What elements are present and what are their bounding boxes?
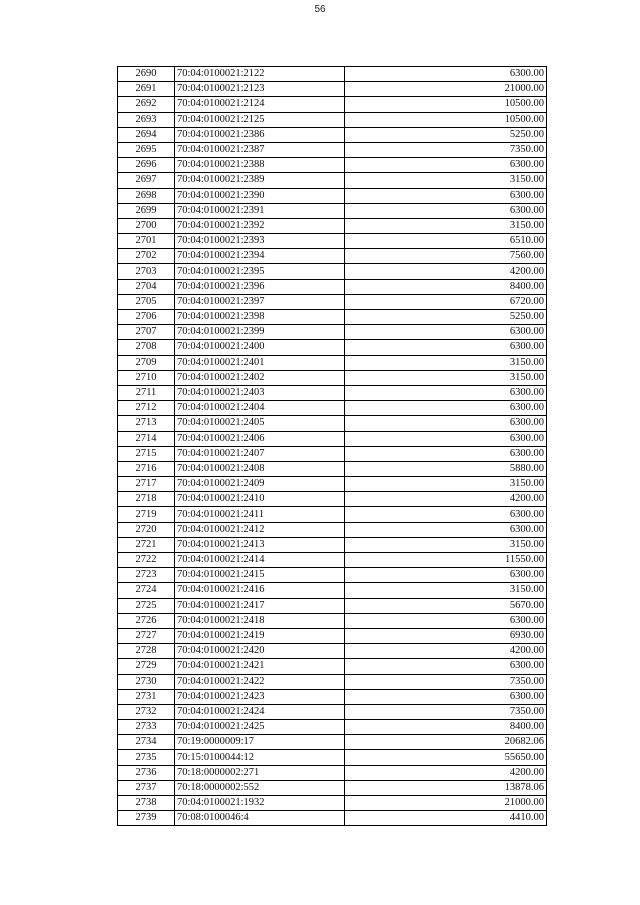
cadastral-number-cell: 70:15:0100044:12 <box>175 750 345 765</box>
table-row <box>118 750 547 765</box>
row-number-cell: 2730 <box>118 674 175 689</box>
cadastral-number-cell: 70:04:0100021:2413 <box>175 537 345 552</box>
cadastral-number-cell: 70:04:0100021:2388 <box>175 158 345 173</box>
value-cell: 6300.00 <box>345 689 547 704</box>
value-cell: 6300.00 <box>345 416 547 431</box>
row-number-cell: 2690 <box>118 67 175 82</box>
table-row <box>118 173 547 188</box>
row-number-cell: 2738 <box>118 796 175 811</box>
row-number-cell: 2728 <box>118 644 175 659</box>
table-row <box>118 765 547 780</box>
table-row <box>118 674 547 689</box>
row-number-cell: 2703 <box>118 264 175 279</box>
table-row <box>118 522 547 537</box>
cadastral-number-cell: 70:04:0100021:2406 <box>175 431 345 446</box>
cadastral-number-cell: 70:04:0100021:2422 <box>175 674 345 689</box>
value-cell: 4200.00 <box>345 264 547 279</box>
cadastral-number-cell: 70:04:0100021:2423 <box>175 689 345 704</box>
row-number-cell: 2711 <box>118 385 175 400</box>
cadastral-number-cell: 70:19:0000009:17 <box>175 735 345 750</box>
row-number-cell: 2713 <box>118 416 175 431</box>
value-cell: 6300.00 <box>345 325 547 340</box>
value-cell: 55650.00 <box>345 750 547 765</box>
row-number-cell: 2698 <box>118 188 175 203</box>
row-number-cell: 2705 <box>118 294 175 309</box>
row-number-cell: 2725 <box>118 598 175 613</box>
row-number-cell: 2720 <box>118 522 175 537</box>
value-cell: 6300.00 <box>345 158 547 173</box>
cadastral-number-cell: 70:04:0100021:2408 <box>175 461 345 476</box>
cadastral-number-cell: 70:04:0100021:2392 <box>175 218 345 233</box>
cadastral-number-cell: 70:04:0100021:2416 <box>175 583 345 598</box>
value-cell: 6300.00 <box>345 446 547 461</box>
value-cell: 6300.00 <box>345 507 547 522</box>
row-number-cell: 2710 <box>118 370 175 385</box>
table-row <box>118 142 547 157</box>
value-cell: 3150.00 <box>345 537 547 552</box>
cadastral-number-cell: 70:18:0000002:271 <box>175 765 345 780</box>
cadastral-number-cell: 70:04:0100021:2394 <box>175 249 345 264</box>
cadastral-number-cell: 70:04:0100021:2399 <box>175 325 345 340</box>
cadastral-number-cell: 70:04:0100021:2124 <box>175 97 345 112</box>
table-row <box>118 249 547 264</box>
cadastral-number-cell: 70:04:0100021:2403 <box>175 385 345 400</box>
table-row <box>118 796 547 811</box>
value-cell: 3150.00 <box>345 583 547 598</box>
value-cell: 5250.00 <box>345 127 547 142</box>
cadastral-number-cell: 70:04:0100021:2390 <box>175 188 345 203</box>
cadastral-number-cell: 70:04:0100021:2396 <box>175 279 345 294</box>
cadastral-number-cell: 70:04:0100021:2407 <box>175 446 345 461</box>
row-number-cell: 2716 <box>118 461 175 476</box>
table-row <box>118 735 547 750</box>
cadastral-number-cell: 70:04:0100021:2401 <box>175 355 345 370</box>
cadastral-number-cell: 70:04:0100021:2402 <box>175 370 345 385</box>
row-number-cell: 2709 <box>118 355 175 370</box>
row-number-cell: 2706 <box>118 310 175 325</box>
row-number-cell: 2707 <box>118 325 175 340</box>
value-cell: 4200.00 <box>345 644 547 659</box>
table-row <box>118 340 547 355</box>
cadastral-number-cell: 70:04:0100021:2395 <box>175 264 345 279</box>
cadastral-number-cell: 70:18:0000002:552 <box>175 780 345 795</box>
value-cell: 6300.00 <box>345 385 547 400</box>
value-cell: 5880.00 <box>345 461 547 476</box>
value-cell: 10500.00 <box>345 112 547 127</box>
row-number-cell: 2693 <box>118 112 175 127</box>
table-row <box>118 355 547 370</box>
cadastral-number-cell: 70:04:0100021:2425 <box>175 720 345 735</box>
cadastral-number-cell: 70:04:0100021:2424 <box>175 704 345 719</box>
table-row <box>118 370 547 385</box>
value-cell: 6300.00 <box>345 67 547 82</box>
table-row <box>118 218 547 233</box>
value-cell: 7350.00 <box>345 674 547 689</box>
table-row <box>118 234 547 249</box>
row-number-cell: 2724 <box>118 583 175 598</box>
table-row <box>118 385 547 400</box>
row-number-cell: 2715 <box>118 446 175 461</box>
row-number-cell: 2694 <box>118 127 175 142</box>
cadastral-number-cell: 70:04:0100021:2398 <box>175 310 345 325</box>
cadastral-number-cell: 70:04:0100021:2387 <box>175 142 345 157</box>
value-cell: 3150.00 <box>345 370 547 385</box>
cadastral-number-cell: 70:04:0100021:2405 <box>175 416 345 431</box>
row-number-cell: 2692 <box>118 97 175 112</box>
cadastral-number-cell: 70:04:0100021:2391 <box>175 203 345 218</box>
row-number-cell: 2699 <box>118 203 175 218</box>
row-number-cell: 2717 <box>118 477 175 492</box>
row-number-cell: 2701 <box>118 234 175 249</box>
value-cell: 7350.00 <box>345 704 547 719</box>
value-cell: 6930.00 <box>345 628 547 643</box>
cadastral-number-cell: 70:04:0100021:2404 <box>175 401 345 416</box>
value-cell: 5670.00 <box>345 598 547 613</box>
table-row <box>118 431 547 446</box>
cadastral-number-cell: 70:04:0100021:2123 <box>175 82 345 97</box>
row-number-cell: 2702 <box>118 249 175 264</box>
row-number-cell: 2712 <box>118 401 175 416</box>
parcel-value-table <box>117 66 547 826</box>
cadastral-number-cell: 70:08:0100046:4 <box>175 811 345 826</box>
cadastral-number-cell: 70:04:0100021:2414 <box>175 553 345 568</box>
value-cell: 6300.00 <box>345 659 547 674</box>
cadastral-number-cell: 70:04:0100021:2412 <box>175 522 345 537</box>
table-row <box>118 583 547 598</box>
table-row <box>118 477 547 492</box>
value-cell: 13878.06 <box>345 780 547 795</box>
table-row <box>118 644 547 659</box>
row-number-cell: 2732 <box>118 704 175 719</box>
cadastral-number-cell: 70:04:0100021:2386 <box>175 127 345 142</box>
row-number-cell: 2736 <box>118 765 175 780</box>
value-cell: 5250.00 <box>345 310 547 325</box>
value-cell: 3150.00 <box>345 173 547 188</box>
value-cell: 8400.00 <box>345 720 547 735</box>
row-number-cell: 2719 <box>118 507 175 522</box>
cadastral-number-cell: 70:04:0100021:2411 <box>175 507 345 522</box>
row-number-cell: 2731 <box>118 689 175 704</box>
cadastral-number-cell: 70:04:0100021:2409 <box>175 477 345 492</box>
value-cell: 7560.00 <box>345 249 547 264</box>
value-cell: 6300.00 <box>345 613 547 628</box>
value-cell: 10500.00 <box>345 97 547 112</box>
value-cell: 6300.00 <box>345 401 547 416</box>
table-row <box>118 158 547 173</box>
table-row <box>118 416 547 431</box>
value-cell: 21000.00 <box>345 796 547 811</box>
table-row <box>118 659 547 674</box>
row-number-cell: 2708 <box>118 340 175 355</box>
value-cell: 6510.00 <box>345 234 547 249</box>
table-row <box>118 461 547 476</box>
cadastral-number-cell: 70:04:0100021:2418 <box>175 613 345 628</box>
row-number-cell: 2727 <box>118 628 175 643</box>
cadastral-number-cell: 70:04:0100021:2420 <box>175 644 345 659</box>
cadastral-number-cell: 70:04:0100021:2419 <box>175 628 345 643</box>
table-row <box>118 188 547 203</box>
cadastral-number-cell: 70:04:0100021:2125 <box>175 112 345 127</box>
table-row <box>118 279 547 294</box>
cadastral-number-cell: 70:04:0100021:2393 <box>175 234 345 249</box>
row-number-cell: 2718 <box>118 492 175 507</box>
row-number-cell: 2722 <box>118 553 175 568</box>
row-number-cell: 2739 <box>118 811 175 826</box>
value-cell: 7350.00 <box>345 142 547 157</box>
cadastral-number-cell: 70:04:0100021:2415 <box>175 568 345 583</box>
value-cell: 6300.00 <box>345 568 547 583</box>
table-row <box>118 310 547 325</box>
table-row <box>118 568 547 583</box>
row-number-cell: 2696 <box>118 158 175 173</box>
value-cell: 11550.00 <box>345 553 547 568</box>
value-cell: 6300.00 <box>345 340 547 355</box>
table-row <box>118 325 547 340</box>
value-cell: 6300.00 <box>345 431 547 446</box>
value-cell: 4410.00 <box>345 811 547 826</box>
cadastral-number-cell: 70:04:0100021:2421 <box>175 659 345 674</box>
value-cell: 6300.00 <box>345 188 547 203</box>
cadastral-number-cell: 70:04:0100021:2400 <box>175 340 345 355</box>
table-row <box>118 82 547 97</box>
table-row <box>118 127 547 142</box>
table-row <box>118 112 547 127</box>
value-cell: 3150.00 <box>345 355 547 370</box>
table-row <box>118 446 547 461</box>
value-cell: 3150.00 <box>345 477 547 492</box>
table-row <box>118 553 547 568</box>
value-cell: 8400.00 <box>345 279 547 294</box>
table-row <box>118 67 547 82</box>
value-cell: 3150.00 <box>345 218 547 233</box>
cadastral-number-cell: 70:04:0100021:2397 <box>175 294 345 309</box>
row-number-cell: 2700 <box>118 218 175 233</box>
row-number-cell: 2691 <box>118 82 175 97</box>
row-number-cell: 2697 <box>118 173 175 188</box>
cadastral-number-cell: 70:04:0100021:2410 <box>175 492 345 507</box>
row-number-cell: 2695 <box>118 142 175 157</box>
table-row <box>118 720 547 735</box>
table-row <box>118 401 547 416</box>
table-row <box>118 689 547 704</box>
value-cell: 6300.00 <box>345 522 547 537</box>
value-cell: 4200.00 <box>345 765 547 780</box>
table-row <box>118 780 547 795</box>
row-number-cell: 2729 <box>118 659 175 674</box>
row-number-cell: 2726 <box>118 613 175 628</box>
row-number-cell: 2733 <box>118 720 175 735</box>
row-number-cell: 2735 <box>118 750 175 765</box>
table-row <box>118 704 547 719</box>
cadastral-number-cell: 70:04:0100021:2122 <box>175 67 345 82</box>
row-number-cell: 2723 <box>118 568 175 583</box>
row-number-cell: 2714 <box>118 431 175 446</box>
page-number: 56 <box>314 4 326 15</box>
table-row <box>118 537 547 552</box>
table-row <box>118 811 547 826</box>
table-body <box>118 67 547 826</box>
cadastral-number-cell: 70:04:0100021:2389 <box>175 173 345 188</box>
cadastral-number-cell: 70:04:0100021:1932 <box>175 796 345 811</box>
table-row <box>118 294 547 309</box>
value-cell: 4200.00 <box>345 492 547 507</box>
value-cell: 21000.00 <box>345 82 547 97</box>
value-cell: 6300.00 <box>345 203 547 218</box>
table-row <box>118 628 547 643</box>
row-number-cell: 2704 <box>118 279 175 294</box>
table-row <box>118 613 547 628</box>
table-row <box>118 598 547 613</box>
row-number-cell: 2721 <box>118 537 175 552</box>
table-row <box>118 264 547 279</box>
value-cell: 6720.00 <box>345 294 547 309</box>
value-cell: 20682.06 <box>345 735 547 750</box>
table-row <box>118 203 547 218</box>
table-row <box>118 97 547 112</box>
row-number-cell: 2734 <box>118 735 175 750</box>
table-row <box>118 492 547 507</box>
row-number-cell: 2737 <box>118 780 175 795</box>
table-row <box>118 507 547 522</box>
cadastral-number-cell: 70:04:0100021:2417 <box>175 598 345 613</box>
